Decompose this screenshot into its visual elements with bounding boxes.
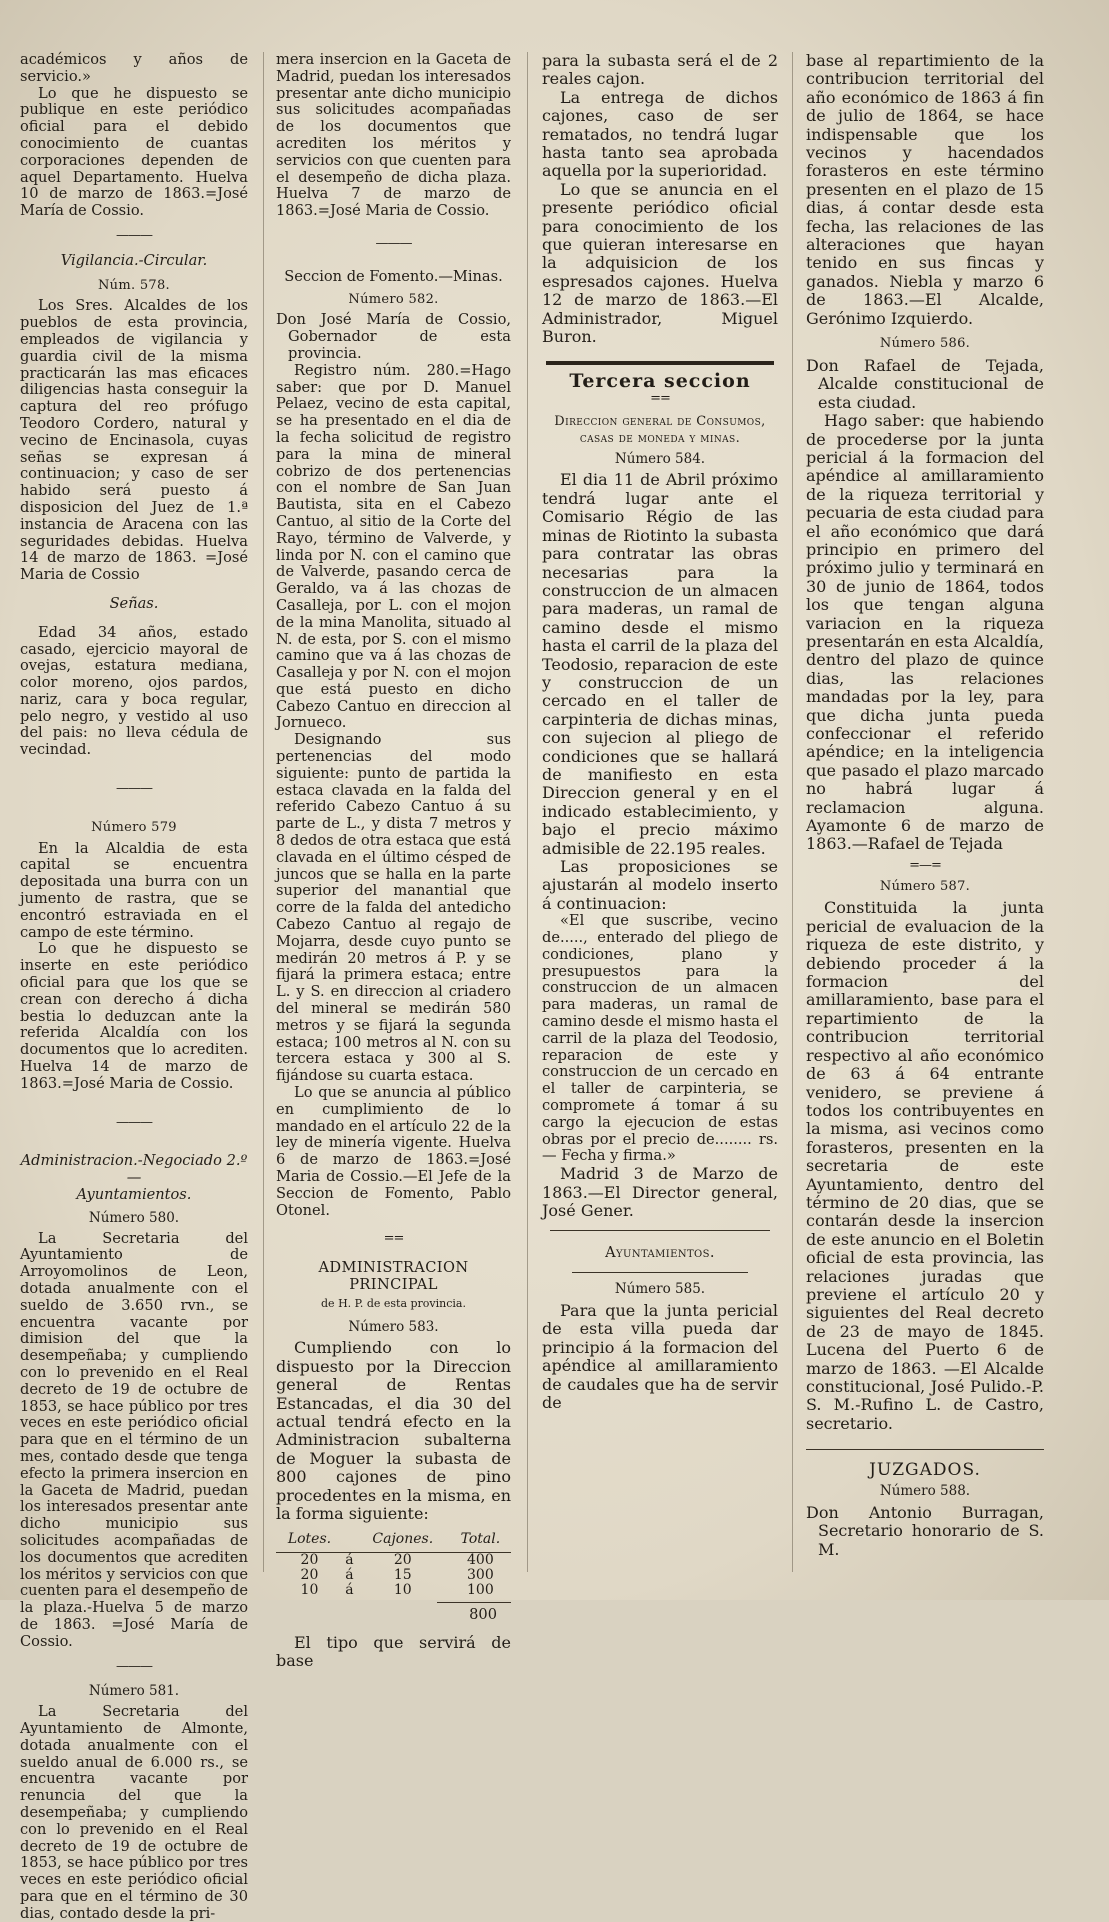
table-cell: á xyxy=(345,1567,354,1584)
lots-table xyxy=(276,1529,511,1598)
table-header-row xyxy=(276,1529,511,1552)
table-cell: á xyxy=(345,1582,354,1599)
paragraph: Madrid 3 de Marzo de 1863.—El Director general, José Gener. xyxy=(542,1164,778,1220)
paragraph: base al repartimiento de la contribucion territorial del año económico de 1863 á fin de julio de 1864, se hace indispensable que los vecinos y hacendados forasteros en este término presenten en el plazo de 15 dias, á contar desde esta fecha, las relaciones de las alteraciones que hayan tenido en sus fincas y ganados. Niebla y marzo 6 de 1863.—El Alcalde, Gerónimo Izquierdo. xyxy=(806,51,1044,328)
notice-number: Número 581. xyxy=(88,1683,180,1700)
table-cell: á xyxy=(345,1552,354,1569)
column-rule xyxy=(263,52,264,1572)
table-cell: 100 xyxy=(467,1582,494,1599)
paragraph: La Secretaria del Ayuntamiento de Almonte, dotada anualmente con el sueldo anual de 6.000 rs., se encuentra vacante por renuncia del que la desempeñaba; y cumpliendo con lo prevenido en el Real decreto de 19 de octubre de 1853, se hace público por tres veces en este periódico oficial para que en el término de 30 dias, contado desde la pri- xyxy=(20,1703,248,1922)
table-cell: 10 xyxy=(393,1582,412,1599)
paragraph: Registro núm. 280.=Hago saber: que por D. Manuel Pelaez, vecino de esta capital, se ha presentado en el dia de la fecha solicitud de registro para la mina de mineral cobrizo de dos pertenencias con el nombre de San Juan Bautista, sita en el Cabezo Cantuo, al sitio de la Corte del Rayo, término de Valverde, y linda por N. con el camino que de Valverde, pasando cerca de Geraldo, va á las chozas de Casalleja, por L. con el mojon de la mina Manolita, situado al N. de esta, por S. con el mismo camino que va á las chozas de Casalleja y por N. con el mojon que está puesto en dicho Cabezo Cantuo en direccion al Jornueco. xyxy=(276,361,511,732)
column-rule xyxy=(792,52,793,1572)
section-heading: ADMINISTRACION PRINCIPAL xyxy=(318,1259,469,1293)
section-heading: Seccion de Fomento.—Minas. xyxy=(284,267,503,285)
paragraph: Lo que he dispuesto se inserte en este periódico oficial para que los que se crean con derecho á dicha bestia lo deduzcan ante la referida Alcaldía con los documentos que lo acrediten. Huelva 14 de marzo de 1863.=José Maria de Cossio. xyxy=(20,940,248,1092)
separator: ——— xyxy=(116,1658,152,1674)
notice-number: Número 587. xyxy=(879,878,971,894)
paragraph: Lo que se anuncia al público en cumplimiento de lo mandado en el artículo 22 de la ley de minería vigente. Huelva 6 de marzo de 1863.=José Maria de Cossio.—El Jefe de la Seccion de Fomento, Pablo Otonel. xyxy=(276,1084,511,1219)
table-cell: 300 xyxy=(467,1567,494,1584)
paragraph: Hago saber: que habiendo de procederse por la junta pericial á la formacion del apéndice al amillaramiento de la riqueza territorial y pecuaria de esta ciudad para el año económico que dará principio en primero del próximo julio y terminará en 30 de junio de 1864, todos los que tengan alguna variacion en la riqueza presentarán en esta Alcaldía, dentro del plazo de quince dias, las relaciones mandadas por la ley, para que dicha junta pueda confeccionar el referido apéndice; en la inteligencia que pasado el plazo marcado no habrá lugar á reclamacion alguna. Ayamonte 6 de marzo de 1863.—Rafael de Tejada xyxy=(806,411,1044,854)
column-1 xyxy=(20,51,248,1922)
paragraph: Don José María de Cossio, Gobernador de esta provincia. xyxy=(276,311,511,362)
section-heading: Direccion general de Consumos, casas de moneda y minas. xyxy=(554,414,766,446)
paragraph: mera insercion en la Gaceta de Madrid, puedan los interesados presentar ante dicho municipio sus solicitudes acompañadas de los documentos que acrediten los méritos y servicios con que cuenten para el desempeño de dicha plaza. Huelva 7 de marzo de 1863.=José Maria de Cossio. xyxy=(276,51,511,220)
paragraph: Lo que se anuncia en el presente periódico oficial para conocimiento de los que quieran interesarse en la adquisicion de los espresados cajones. Huelva 12 de marzo de 1863.—El Administrador, Miguel Buron. xyxy=(542,179,778,347)
column-4 xyxy=(806,52,1044,1592)
paragraph: Don Rafael de Tejada, Alcalde constitucional de esta ciudad. xyxy=(806,355,1044,412)
paragraph: Constituida la junta pericial de evaluacion de la riqueza de este distrito, y debiendo proceder á la formacion del amillaramiento, base para el repartimiento de la contribucion territorial respectivo al año económico de 63 á 64 entrante venidero, se previene á todos los contribuyentes en la misma, asi vecinos como forasteros, presenten en la secretaria de este Ayuntamiento, dentro del término de 20 dias, que se contarán desde la insercion de este anuncio en el Boletin oficial de esta provincia, las relaciones juradas que previene el artículo 20 y siguientes del Real decreto de 23 de mayo de 1845. Lucena del Puerto 6 de marzo de 1863. —El Alcalde constitucional, José Pulido.-P. S. M.-Rufino L. de Castro, secretario. xyxy=(806,898,1044,1433)
notice-number: Número 579 xyxy=(91,819,177,835)
paragraph: El tipo que servirá de base xyxy=(276,1633,511,1671)
table-cell: 20 xyxy=(300,1552,319,1569)
section-heading: Ayuntamientos. xyxy=(76,1186,192,1204)
section-heading: JUZGADOS. xyxy=(869,1460,981,1481)
separator: ——— xyxy=(116,1114,152,1130)
separator: —⁠—⁠— xyxy=(375,235,412,251)
section-heading: Ayuntamientos. xyxy=(605,1244,715,1262)
paragraph: La Secretaria del Ayuntamiento de Arroyomolinos de Leon, dotada anualmente con el sueldo de 3.650 rvn., se encuentra vacante por dimision del que la desempeñaba; y cumpliendo con lo prevenido en el Real decreto de 19 de octubre de 1853, se hace público por tres veces en este periódico oficial para que en el término de un mes, contado desde que tenga efecto la primera insercion en la Gaceta de Madrid, puedan los interesados presentar ante dicho municipio sus solicitudes acompañadas de los documentos que acrediten los méritos y servicios con que cuenten para el desempeño de la plaza.-Huelva 5 de marzo de 1863. =José María de Cossio. xyxy=(20,1229,248,1650)
paragraph: Designando sus pertenencias del modo siguiente: punto de partida la estaca clavada en la falda del referido Cabezo Cantuo á su parte de L., y dista 7 metros y 8 dedos de otra estaca que está clavada en el último césped de juncos que se halla en la parte superior del manantial que corre de la falda del antedicho Cabezo Cantuo al regajo de Mojarra, desde cuyo punto se medirán 20 metros á P. y se fijará la primera estaca; entre L. y S. en direccion al criadero del mineral se medirán 580 metros y se fijará la segunda estaca; 100 metros al N. con su tercera estaca y 300 al S. fijándose su cuarta estaca. xyxy=(276,731,511,1085)
notice-number: Número 586. xyxy=(879,336,971,352)
paragraph: «El que suscribe, vecino de....., enterado del pliego de condiciones, plano y presupuestos para la construccion de un almacen para maderas, un ramal de camino desde el mismo hasta el carril de la plaza del Teodosio, reparacion de este y construccion de un cercado en el taller de carpinteria, se compromete á tomar á su cargo la ejecucion de estas obras por el precio de........ rs.— Fecha y firma.» xyxy=(542,912,778,1165)
section-rule xyxy=(572,1272,748,1273)
notice-number: Núm. 578. xyxy=(98,277,170,293)
separator: =—= xyxy=(909,857,941,873)
separator: == xyxy=(650,391,670,407)
column-2 xyxy=(276,51,511,1671)
notice-number: Número 580. xyxy=(88,1209,180,1226)
section-rule xyxy=(806,1449,1044,1450)
paragraph: Don Antonio Burragan, Secretario honorario de S. M. xyxy=(806,1502,1044,1559)
paragraph: Lo que he dispuesto se publique en este periódico oficial para el debido conocimiento de cuantas corporaciones dependen de aquel Departamento. Huelva 10 de marzo de 1863.=José María de Cossio. xyxy=(20,84,248,220)
notice-number: Número 585. xyxy=(614,1281,706,1298)
table-cell: 400 xyxy=(467,1552,494,1569)
section-subheading: de H. P. de esta provincia. xyxy=(321,1296,466,1310)
separator: == xyxy=(383,1231,404,1247)
paragraph: Para que la junta pericial de esta villa pueda dar principio á la formacion del apéndice al amillaramiento de caudales que ha de servir de xyxy=(542,1301,778,1413)
paragraph: En la Alcaldia de esta capital se encuentra depositada una burra con un jumento de rastra, que se encontró estraviada en el campo de este término. xyxy=(20,839,248,941)
table-cell: 20 xyxy=(300,1567,319,1584)
table-total: 800 xyxy=(437,1602,511,1624)
paragraph: Edad 34 años, estado casado, ejercicio mayoral de ovejas, estatura mediana, color moreno, ojos pardos, nariz, cara y boca regular, pelo negro, y vestido al uso del pais: no lleva cédula de vecindad. xyxy=(20,623,248,759)
section-heading: Señas. xyxy=(109,594,159,612)
section-heading: Administracion.-Negociado 2.º— xyxy=(20,1152,248,1187)
table-cell: 15 xyxy=(393,1567,412,1584)
notice-number: Número 588. xyxy=(879,1483,971,1500)
section-heading: Vigilancia.-Circular. xyxy=(60,251,208,269)
table-row xyxy=(276,1583,511,1598)
column-header xyxy=(343,1529,356,1552)
column-rule xyxy=(527,52,528,1572)
section-title: Tercera seccion xyxy=(569,369,751,392)
paragraph: académicos y años de servicio.» xyxy=(20,51,248,85)
section-rule xyxy=(546,361,774,365)
table-row xyxy=(276,1568,511,1583)
notice-number: Número 582. xyxy=(348,291,439,307)
paragraph: La entrega de dichos cajones, caso de ser rematados, no tendrá lugar hasta tanto sea aprobada aquella por la superioridad. xyxy=(542,87,778,181)
paragraph: El dia 11 de Abril próximo tendrá lugar ante el Comisario Régio de las minas de Riotinto la subasta para contratar las obras necesarias para la construccion de un almacen para maderas, un ramal de camino desde el mismo hasta el carril de la plaza del Teodosio, reparacion de este y construccion de un cercado en el taller de carpinteria de dichas minas, con sujecion al pliego de condiciones que se hallará de manifiesto en esta Direccion general y en el indicado establecimiento, y bajo el precio máximo admisible de 22.195 reales. xyxy=(542,470,778,858)
separator: ——— xyxy=(116,227,152,243)
paragraph: Los Sres. Alcaldes de los pueblos de esta provincia, empleados de vigilancia y guardia civil de la misma practicarán las mas eficaces diligencias hasta conseguir la captura del reo prófugo Teodoro Cordero, natural y vecino de Encinasola, cuyas señas se expresan á continuacion; y caso de ser habido será puesto á disposicion del Juez de 1.ª instancia de Aracena con las seguridades debidas. Huelva 14 de marzo de 1863. =José Maria de Cossio xyxy=(20,297,248,584)
column-header: Lotes. xyxy=(276,1529,343,1552)
section-rule xyxy=(550,1230,770,1231)
table-cell: 20 xyxy=(393,1552,412,1569)
table-cell: 10 xyxy=(300,1582,319,1599)
table-row xyxy=(276,1553,511,1569)
separator: ——— xyxy=(116,781,152,797)
notice-number: Número 584. xyxy=(614,450,706,467)
column-header: Total. xyxy=(450,1529,511,1552)
notice-number: Número 583. xyxy=(348,1318,439,1335)
paragraph: Cumpliendo con lo dispuesto por la Direccion general de Rentas Estancadas, el dia 30 del actual tendrá efecto en la Administracion subalterna de Moguer la subasta de 800 cajones de pino procedentes en la misma, en la forma siguiente: xyxy=(276,1338,511,1524)
paragraph: Las proposiciones se ajustarán al modelo inserto á continuacion: xyxy=(542,857,778,913)
column-3 xyxy=(542,52,778,1592)
column-header: Cajones. xyxy=(356,1529,450,1552)
paragraph: para la subasta será el de 2 reales cajon. xyxy=(542,51,778,89)
